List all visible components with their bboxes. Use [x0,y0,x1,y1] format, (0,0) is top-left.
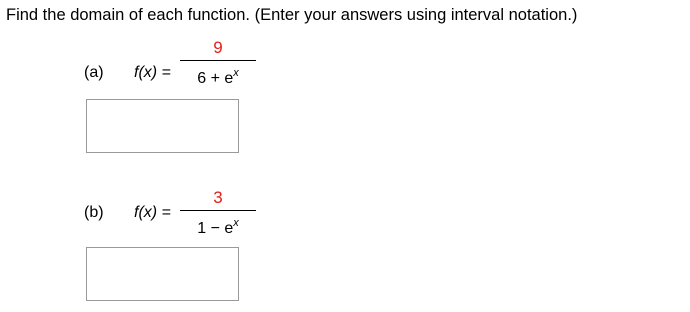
part-b-fraction [180,188,256,239]
part-b-function-lhs [134,204,171,222]
part-a-function-lhs-text: f(x) = [134,64,171,81]
part-a-fraction-bar [180,60,256,61]
part-b-fraction-bar [180,210,256,211]
part-a-denominator-exponent: x [233,67,239,79]
part-b-function-lhs-text: f(x) = [134,204,171,221]
part-a-fraction [180,38,256,89]
part-b-numerator: 3 [213,188,223,207]
part-a-denominator-base: 6 + e [197,70,234,87]
part-b-denominator-exponent: x [233,217,239,229]
part-a-function-lhs [134,64,171,82]
part-b-label: (b) [84,204,104,221]
part-b-denominator [180,213,256,239]
part-a-numerator: 9 [213,38,223,57]
question-instruction: Find the domain of each function. (Enter your answers using interval notation.) [6,6,578,24]
part-a-label: (a) [84,64,104,81]
part-a-denominator [180,63,256,89]
part-a-answer-input[interactable] [86,99,239,153]
part-b-denominator-base: 1 − e [197,220,234,237]
part-b-answer-input[interactable] [86,247,239,301]
